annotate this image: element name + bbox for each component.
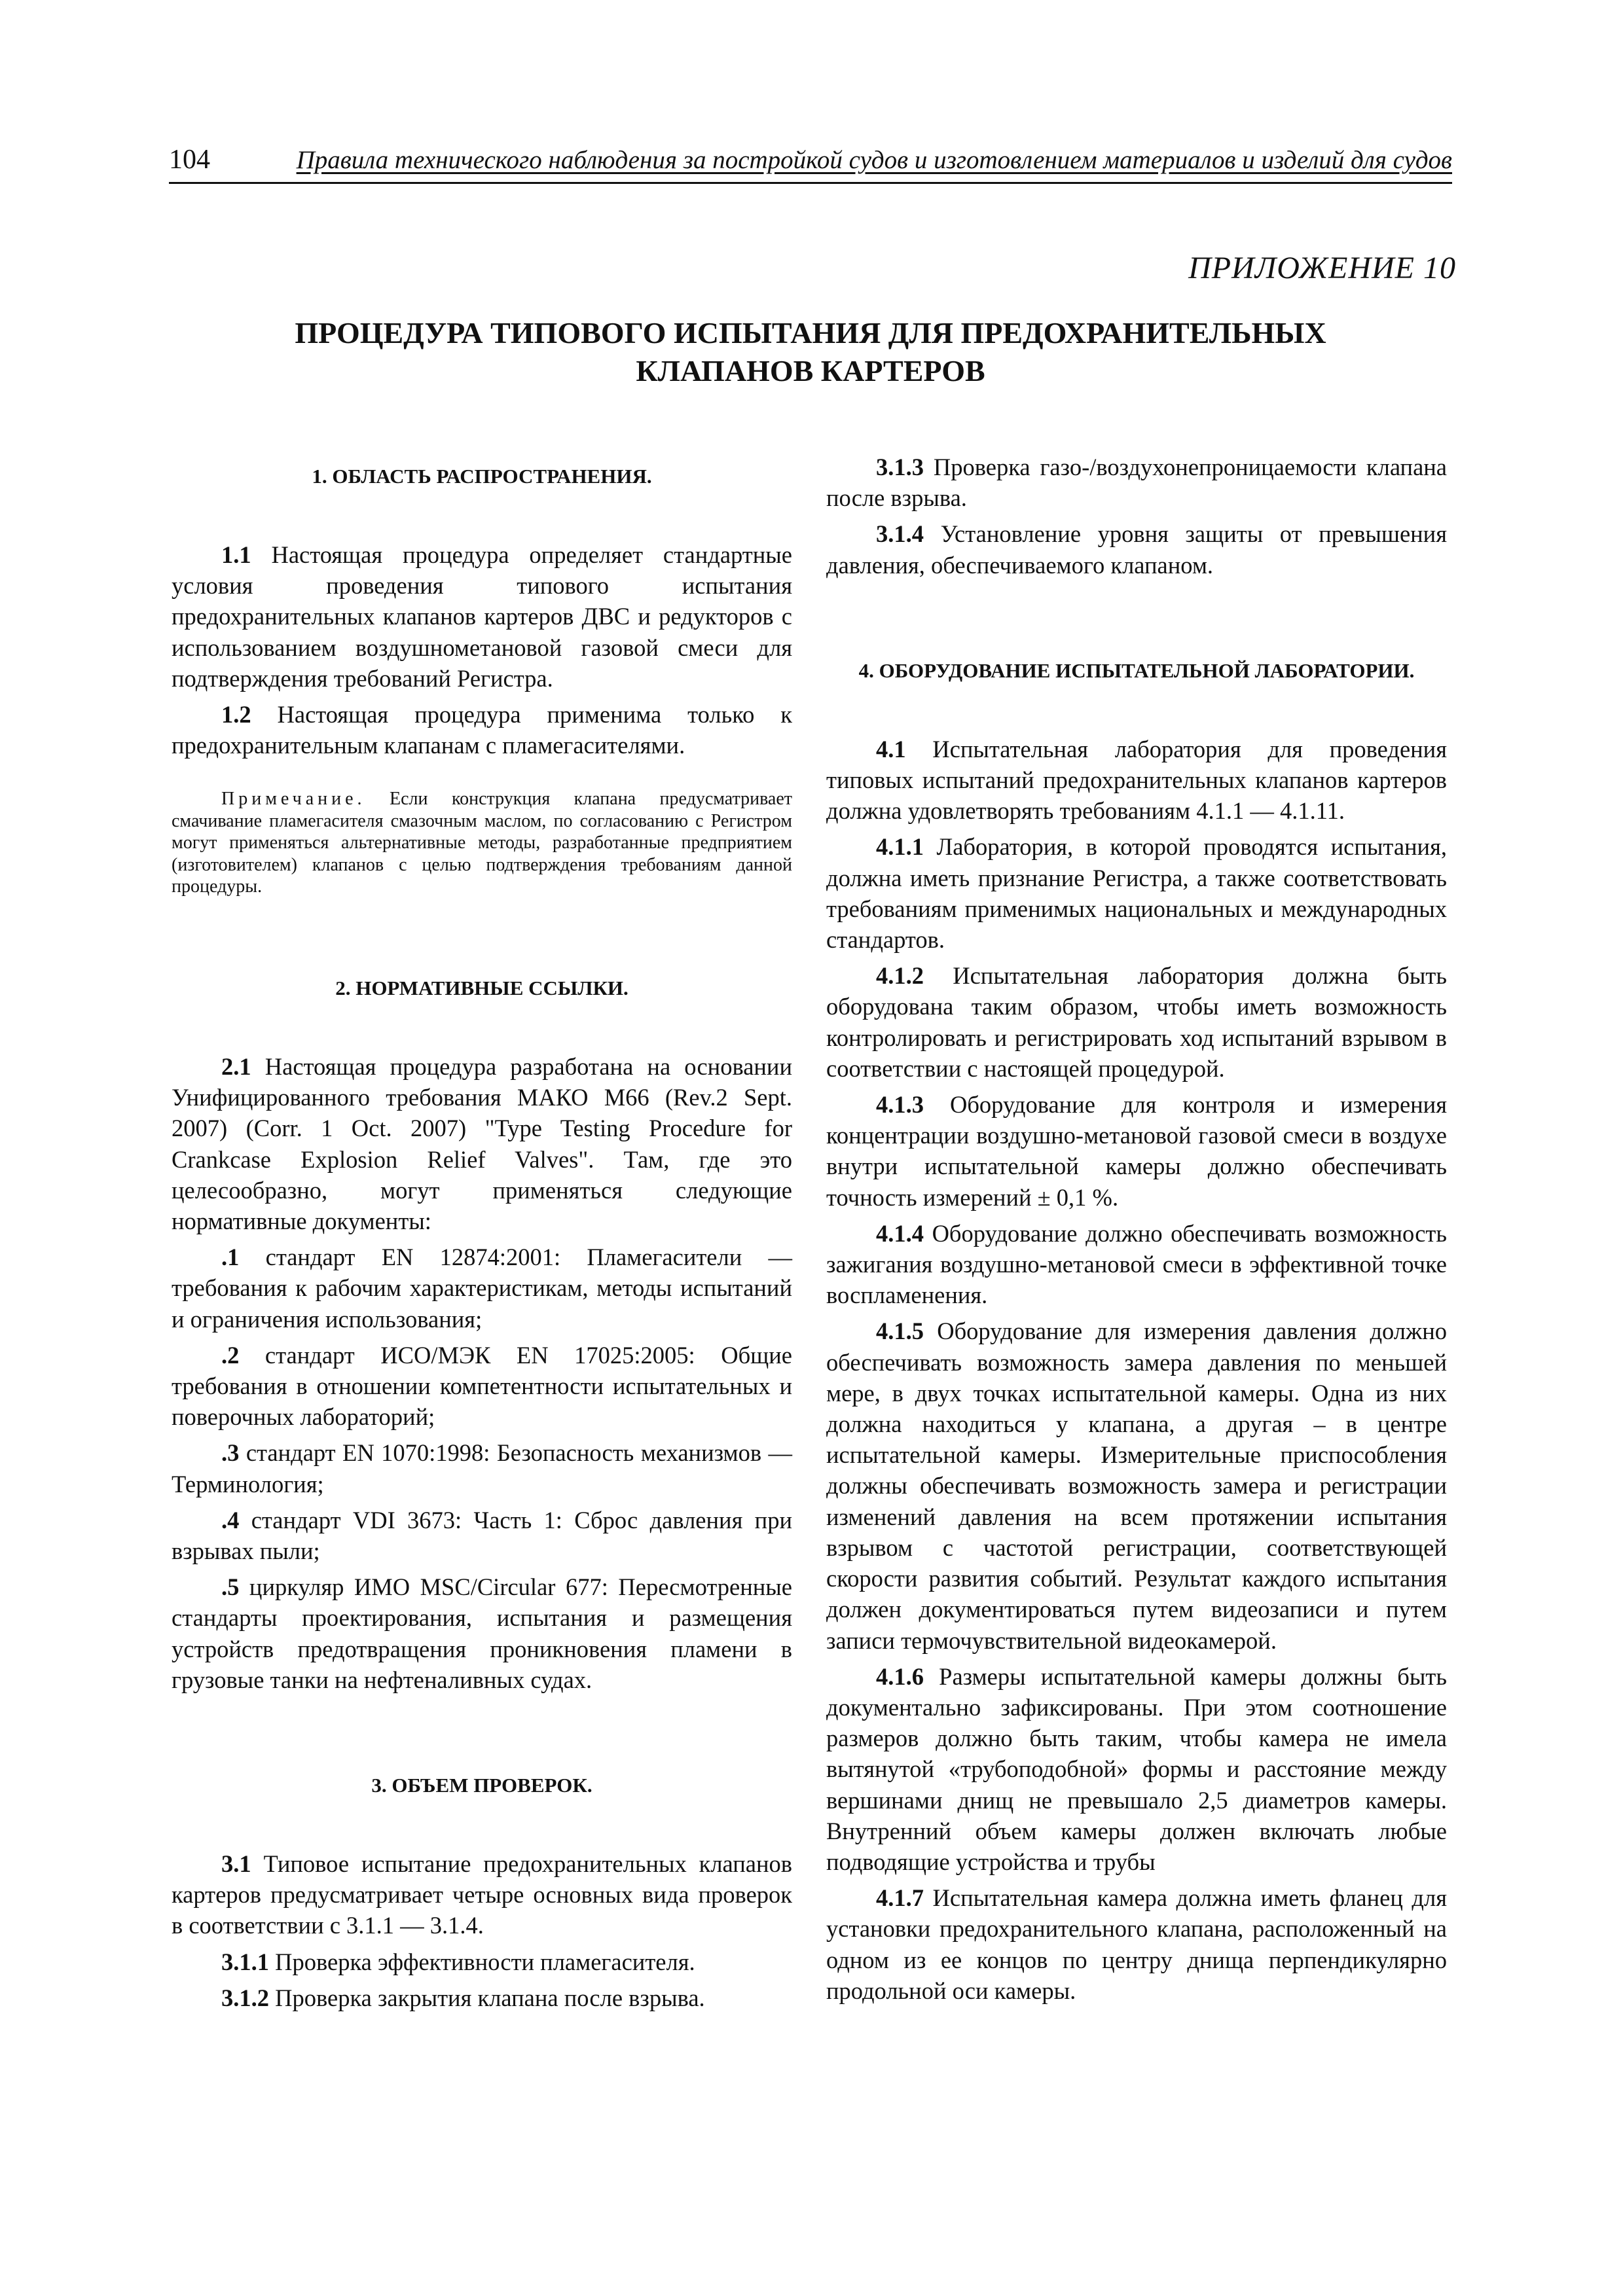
section-1-heading: 1. ОБЛАСТЬ РАСПРОСТРАНЕНИЯ. xyxy=(312,465,652,488)
paragraph-number: 4.1.5 xyxy=(876,1318,924,1345)
paragraph-4-1-4 xyxy=(826,1218,1447,1311)
paragraph-text: Проверка закрытия клапана после взрыва. xyxy=(275,1984,705,2011)
running-title: Правила технического наблюдения за постройкой судов и изготовлением материалов и изделий для судов xyxy=(296,146,1452,174)
paragraph-4-1-1 xyxy=(826,831,1447,955)
paragraph-text: Испытательная лаборатория для проведения типовых испытаний предохранительных клапанов картеров должна удовлетворять требованиям 4.1.1 — 4.1.11. xyxy=(826,735,1447,825)
paragraph-number: 4.1.7 xyxy=(876,1884,924,1912)
paragraph-number: 3.1.3 xyxy=(876,454,924,480)
paragraph-4-1-5 xyxy=(826,1316,1447,1655)
paragraph-number: 3.1.4 xyxy=(876,520,924,548)
document-title xyxy=(169,314,1452,390)
paragraph-number: 4.1.3 xyxy=(876,1091,924,1119)
right-column xyxy=(826,452,1447,2011)
paragraph-number: 4.1.1 xyxy=(876,833,924,861)
paragraph-3-1 xyxy=(172,1848,792,1941)
paragraph-text: Оборудование должно обеспечивать возможность зажигания воздушно-метановой смеси в эффективной точке воспламенения. xyxy=(826,1219,1447,1309)
paragraph-text: Настоящая процедура определяет стандартные условия проведения типового испытания предохранительных клапанов картеров ДВС и редукторов с использованием воздушнометановой газовой смеси для подтверждения требований Регистра. xyxy=(172,541,793,692)
paragraph-4-1 xyxy=(826,734,1447,827)
paragraph-text: Оборудование для измерения давления должно обеспечивать возможность замера давления по меньшей мере, в двух точках испытательной камеры. Одна из них должна находиться у клапана, а другая – в центре испытательной камеры. Измерительные приспособления должны обеспечивать возможность замера и регистрации изменений давления на всем протяжении испытания взрывом с частотой регистрации, соответствующей скорости развития событий. Результат каждого испытания должен документироваться путем видеозаписи и путем записи термочувствительной видеокамерой. xyxy=(826,1318,1447,1654)
paragraph-text: Размеры испытательной камеры должны быть документально зафиксированы. При этом соотношение размеров должно быть таким, чтобы камера не имела вытянутой «трубоподобной» формы и расстояние между вершинами днищ не превышало 2,5 диаметров камеры. Внутренний объем камеры должен включать любые подводящие устройства и трубы xyxy=(826,1662,1447,1875)
section-3-heading: 3. ОБЪЕМ ПРОВЕРОК. xyxy=(371,1773,593,1797)
list-item-1 xyxy=(172,1242,792,1335)
paragraph-text: Оборудование для контроля и измерения концентрации воздушно-метановой газовой смеси в воздухе внутри испытательной камеры должно обеспечивать точность измерений ± 0,1 %. xyxy=(826,1091,1447,1211)
document-title-line-2: КЛАПАНОВ КАРТЕРОВ xyxy=(636,354,985,387)
paragraph-4-1-6 xyxy=(826,1661,1447,1877)
item-text: стандарт VDI 3673: Часть 1: Сброс давления при взрывах пыли; xyxy=(172,1506,792,1564)
paragraph-text: Проверка газо-/воздухонепроницаемости клапана после взрыва. xyxy=(826,454,1448,512)
paragraph-number: 1.1 xyxy=(221,541,251,568)
paragraph-text: Проверка эффективности пламегасителя. xyxy=(275,1948,695,1975)
paragraph-text: Лаборатория, в которой проводятся испытания, должна иметь признание Регистра, а также соответствовать требованиям применимых национальных и международных стандартов. xyxy=(826,833,1447,954)
paragraph-text: Настоящая процедура применима только к предохранительным клапанам с пламегасителями. xyxy=(172,701,792,759)
paragraph-number: 3.1.1 xyxy=(221,1948,269,1975)
section-4-heading: 4. ОБОРУДОВАНИЕ ИСПЫТАТЕЛЬНОЙ ЛАБОРАТОРИИ. xyxy=(858,658,1415,682)
note-text: Если конструкция клапана предусматривает смачивание пламегасителя смазочным маслом, по согласованию с Регистром могут применяться альтернативные методы, разработанные предприятием (изготовителем) клапанов с целью подтверждения требованиям данной процедуры. xyxy=(172,789,793,897)
left-column xyxy=(172,452,792,2018)
item-number: .1 xyxy=(221,1244,240,1271)
item-number: .5 xyxy=(221,1573,240,1601)
paragraph-3-1-2 xyxy=(172,1982,792,2013)
list-item-3 xyxy=(172,1437,792,1499)
paragraph-text: Настоящая процедура разработана на основании Унифицированного требования МАКО М66 (Rev.2 Sept. 2007) (Corr. 1 Oct. 2007) "Type Testing Procedure for Crankcase Explosion Relief Valves". Там, где это целесообразно, могут применяться следующие нормативные документы: xyxy=(172,1052,792,1234)
paragraph-2-1 xyxy=(172,1051,792,1236)
paragraph-4-1-3 xyxy=(826,1089,1447,1213)
document-title-line-1: ПРОЦЕДУРА ТИПОВОГО ИСПЫТАНИЯ ДЛЯ ПРЕДОХРАНИТЕЛЬНЫХ xyxy=(295,316,1326,350)
paragraph-text: Испытательная лаборатория должна быть оборудована таким образом, чтобы иметь возможность контролировать и регистрировать ход испытаний взрывом в соответствии с настоящей процедурой. xyxy=(826,962,1447,1082)
appendix-label: ПРИЛОЖЕНИЕ 10 xyxy=(1188,251,1456,285)
paragraph-number: 4.1.2 xyxy=(876,962,924,990)
paragraph-text: Установление уровня защиты от превышения давления, обеспечиваемого клапаном. xyxy=(826,520,1447,579)
paragraph-1-2 xyxy=(172,699,792,761)
paragraph-text: Типовое испытание предохранительных клапанов картеров предусматривает четыре основных вида проверок в соответствии с 3.1.1 — 3.1.4. xyxy=(172,1850,793,1939)
item-number: .3 xyxy=(221,1439,240,1467)
paragraph-3-1-3 xyxy=(826,452,1447,513)
list-item-2 xyxy=(172,1340,792,1433)
paragraph-1-1 xyxy=(172,539,792,694)
item-text: стандарт EN 1070:1998: Безопасность механизмов — Терминология; xyxy=(172,1439,793,1498)
item-number: .2 xyxy=(221,1341,240,1369)
section-2-heading: 2. НОРМАТИВНЫЕ ССЫЛКИ. xyxy=(335,976,629,999)
item-text: стандарт ИСО/МЭК EN 17025:2005: Общие требования в отношении компетентности испытательных и поверочных лабораторий; xyxy=(172,1341,792,1431)
paragraph-number: 3.1 xyxy=(221,1850,251,1877)
item-text: циркуляр ИМО MSC/Circular 677: Пересмотренные стандарты проектирования, испытания и размещения устройств предотвращения проникновения пламени в грузовые танки на нефтеналивных судах. xyxy=(172,1573,793,1693)
paragraph-number: 4.1 xyxy=(876,735,906,762)
paragraph-3-1-1 xyxy=(172,1946,792,1977)
paragraph-number: 1.2 xyxy=(221,701,251,728)
paragraph-4-1-2 xyxy=(826,960,1447,1084)
running-header xyxy=(169,143,1452,184)
note-label: Примечание. xyxy=(221,789,366,810)
paragraph-number: 3.1.2 xyxy=(221,1984,269,2011)
page-number: 104 xyxy=(169,145,210,175)
item-text: стандарт EN 12874:2001: Пламегасители — требования к рабочим характеристикам, методы испытаний и ограничения использования; xyxy=(172,1244,792,1333)
paragraph-number: 4.1.6 xyxy=(876,1662,924,1690)
paragraph-number: 4.1.4 xyxy=(876,1219,924,1247)
item-number: .4 xyxy=(221,1506,240,1534)
list-item-4 xyxy=(172,1505,792,1566)
paragraph-text: Испытательная камера должна иметь фланец для установки предохранительного клапана, расположенный на одном из ее концов по центру днища перпендикулярно продольной оси камеры. xyxy=(826,1884,1447,2004)
paragraph-3-1-4 xyxy=(826,518,1447,580)
note xyxy=(172,788,792,898)
paragraph-number: 2.1 xyxy=(221,1052,251,1080)
paragraph-4-1-7 xyxy=(826,1882,1447,2006)
list-item-5 xyxy=(172,1571,792,1695)
